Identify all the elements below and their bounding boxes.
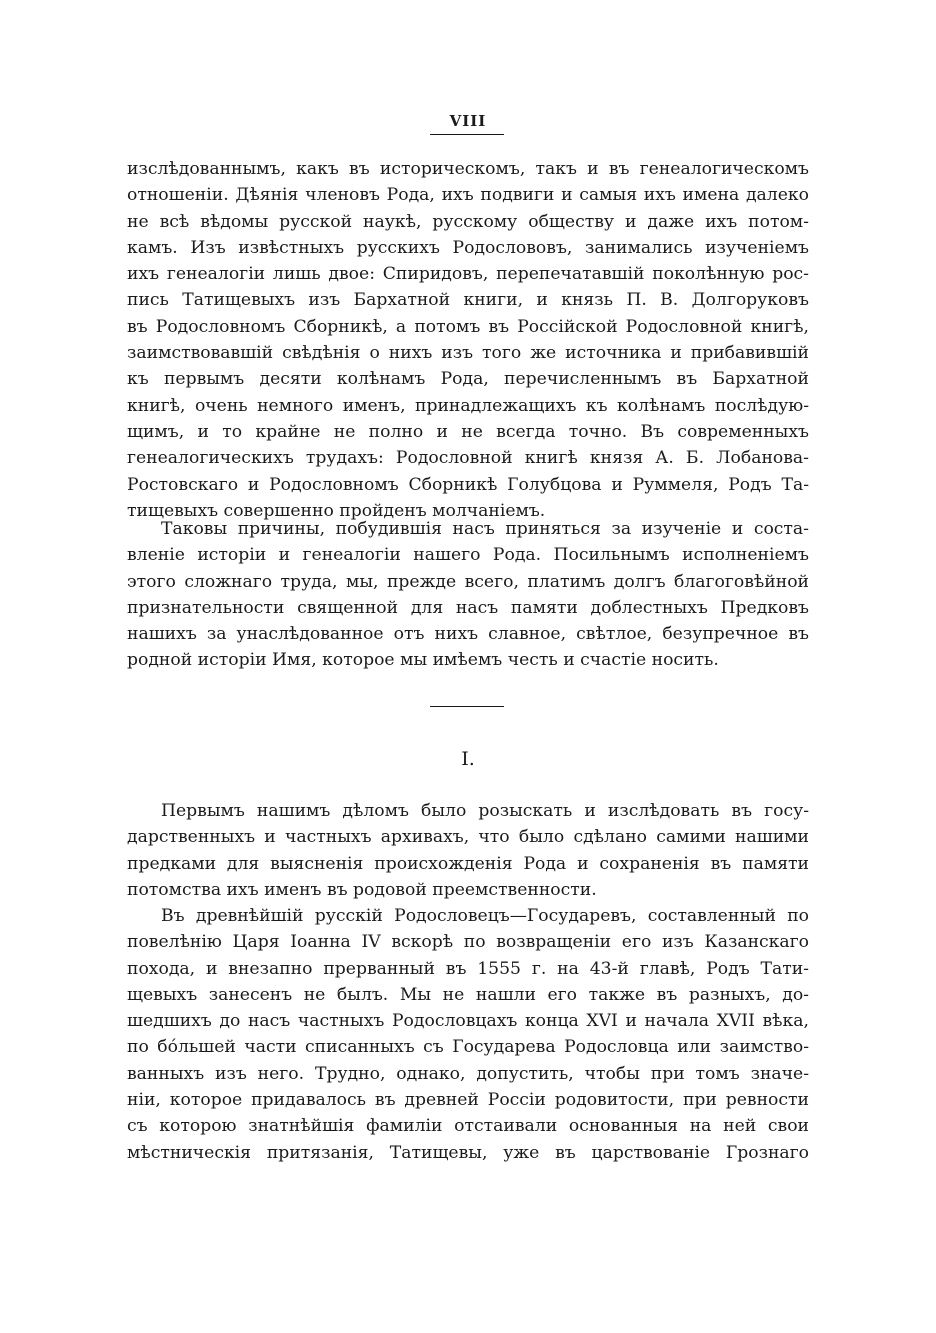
text-line: предками для выясненія происхожденія Рода и сохраненія въ памяти xyxy=(127,853,809,874)
text-line: ванныхъ изъ него. Трудно, однако, допустить, чтобы при томъ значе- xyxy=(127,1063,809,1084)
section-heading: I. xyxy=(461,748,475,770)
text-line: отношеніи. Дѣянія членовъ Рода, ихъ подвиги и самыя ихъ имена далеко xyxy=(127,185,809,206)
text-line: этого сложнаго труда, мы, прежде всего, платимъ долгъ благоговѣйной xyxy=(127,571,809,592)
text-line: Таковы причины, побудившія насъ приняться за изученіе и соста- xyxy=(161,519,809,539)
text-line: по бо́льшей части списанныхъ съ Государева Родословца или заимство- xyxy=(127,1037,809,1058)
text-line: мѣстническія притязанія, Татищевы, уже въ царствованіе Грознаго xyxy=(127,1142,809,1163)
text-line: похода, и внезапно прерванный въ 1555 г. на 43-й главѣ, Родъ Тати- xyxy=(127,958,809,979)
text-line: изслѣдованнымъ, какъ въ историческомъ, такъ и въ генеалогическомъ xyxy=(127,159,809,179)
text-line: потомства ихъ именъ въ родовой преемственности. xyxy=(127,879,597,900)
text-line: дарственныхъ и частныхъ архивахъ, что было сдѣлано самими нашими xyxy=(127,827,809,848)
text-line: повелѣнію Царя Іоанна IV вскорѣ по возвращеніи его изъ Казанскаго xyxy=(127,932,809,953)
text-line: къ первымъ десяти колѣнамъ Рода, перечисленнымъ въ Бархатной xyxy=(127,369,809,390)
text-line: ихъ генеалогіи лишь двое: Спиридовъ, перепечатавшій поколѣнную рос- xyxy=(127,264,809,285)
text-line: тищевыхъ совершенно пройденъ молчаніемъ. xyxy=(127,500,546,521)
paragraph xyxy=(127,516,809,674)
text-line: родной исторіи Имя, которое мы имѣемъ честь и счастіе носить. xyxy=(127,650,719,671)
text-line: въ Родословномъ Сборникѣ, а потомъ въ Россійской Родословной книгѣ, xyxy=(127,316,809,337)
text-line: пись Татищевыхъ изъ Бархатной книги, и князь П. В. Долгоруковъ xyxy=(127,290,809,311)
text-line: Въ древнѣйшій русскій Родословецъ—Государевъ, составленный по xyxy=(161,906,809,926)
text-line: ніи, которое придавалось въ древней Россіи родовитости, при ревности xyxy=(127,1090,809,1111)
text-line: признательности священной для насъ памяти доблестныхъ Предковъ xyxy=(127,597,809,618)
text-line: Первымъ нашимъ дѣломъ было розыскать и изслѣдовать въ госу- xyxy=(161,801,809,821)
text-line: шедшихъ до насъ частныхъ Родословцахъ конца XVI и начала XVII вѣка, xyxy=(127,1011,809,1032)
text-line: щимъ, и то крайне не полно и не всегда точно. Въ современныхъ xyxy=(127,421,809,442)
paragraph xyxy=(127,798,809,903)
text-line: нашихъ за унаслѣдованное отъ нихъ славное, свѣтлое, безупречное въ xyxy=(127,624,809,645)
text-line: вленіе исторіи и генеалогіи нашего Рода. Посильнымъ исполненіемъ xyxy=(127,545,809,566)
text-line: съ которою знатнѣйшія фамиліи отстаивали основанныя на ней свои xyxy=(127,1116,809,1137)
page-number: VIII xyxy=(449,112,487,130)
paragraph xyxy=(127,903,809,1166)
text-line: камъ. Изъ извѣстныхъ русскихъ Родослововъ, занимались изученіемъ xyxy=(127,237,809,258)
text-line: не всѣ вѣдомы русской наукѣ, русскому обществу и даже ихъ потом- xyxy=(127,211,809,232)
text-line: книгѣ, очень немного именъ, принадлежащихъ къ колѣнамъ послѣдую- xyxy=(127,395,809,416)
section-divider xyxy=(430,706,504,707)
paragraph xyxy=(127,156,809,524)
text-line: щевыхъ занесенъ не былъ. Мы не нашли его также въ разныхъ, до- xyxy=(127,984,809,1005)
text-line: Ростовскаго и Родословномъ Сборникѣ Голубцова и Руммеля, Родъ Та- xyxy=(127,474,809,495)
header-rule xyxy=(430,134,504,135)
text-line: заимствовавшій свѣдѣнія о нихъ изъ того же источника и прибавившій xyxy=(127,343,809,364)
text-line: генеалогическихъ трудахъ: Родословной книгѣ князя А. Б. Лобанова- xyxy=(127,448,809,469)
